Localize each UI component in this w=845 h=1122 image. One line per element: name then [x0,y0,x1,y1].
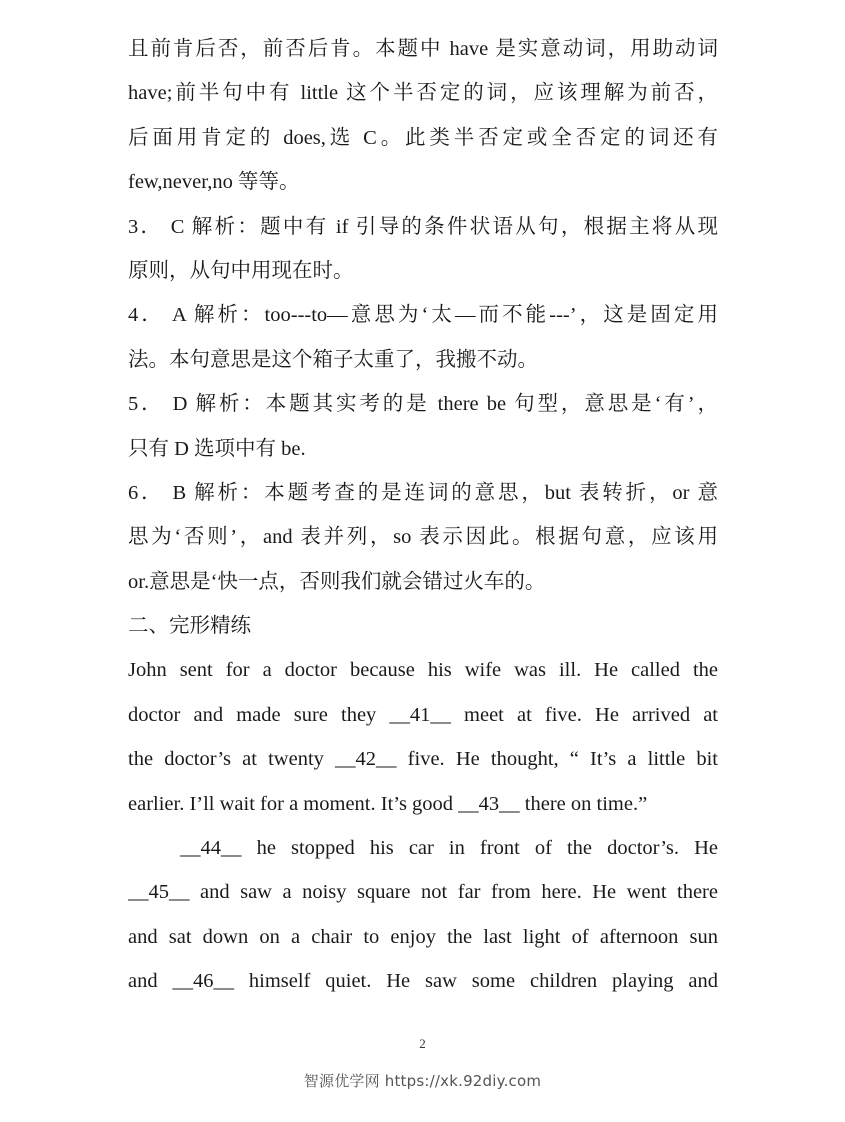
text-line: 原则，从句中用现在时。 [128,259,354,282]
page-number: 2 [419,1036,426,1051]
answer-5-line: 5． D 解析：本题其实考的是 there be 句型，意思是‘有’， [128,393,718,416]
passage-line: __44__ he stopped his car in front of the doctor’s. He [180,837,718,860]
text-line: 思为‘否则’，and 表并列，so 表示因此。根据句意，应该用 [128,526,718,549]
text-line: 只有 D 选项中有 be. [128,437,306,460]
document-body [128,27,718,1004]
passage-line: earlier. I’ll wait for a moment. It’s good __43__ there on time.” [128,792,648,815]
passage-line: and sat down on a chair to enjoy the last light of afternoon sun [128,925,718,948]
passage-line: doctor and made sure they __41__ meet at five. He arrived at [128,703,718,726]
section-heading: 二、完形精练 [128,615,251,638]
footer-watermark: 智源优学网 https://xk.92diy.com [303,1072,542,1090]
text-line: 后面用肯定的 does,选 C。此类半否定或全否定的词还有 [128,126,718,149]
text-line: or.意思是‘快一点，否则我们就会错过火车的。 [128,570,546,593]
text-line: 且前肯后否，前否后肯。本题中 have 是实意动词，用助动词 [128,38,718,60]
text-line: few,never,no 等等。 [128,171,300,194]
answer-6-line: 6． B 解析：本题考查的是连词的意思，but 表转折，or 意 [128,481,718,504]
passage-line: the doctor’s at twenty __42__ five. He thought, “ It’s a little bit [128,748,718,771]
answer-4-line: 4． A 解析：too---to—意思为‘太—而不能---’，这是固定用 [128,304,718,327]
text-line: have;前半句中有 little 这个半否定的词，应该理解为前否， [128,82,718,105]
answer-3-line: 3． C 解析：题中有 if 引导的条件状语从句，根据主将从现 [128,215,718,238]
text-line: 法。本句意思是这个箱子太重了，我搬不动。 [128,348,538,371]
passage-line: John sent for a doctor because his wife was ill. He called the [128,659,718,682]
passage-line: __45__ and saw a noisy square not far from here. He went there [128,881,718,904]
passage-line: and __46__ himself quiet. He saw some children playing and [128,970,718,993]
